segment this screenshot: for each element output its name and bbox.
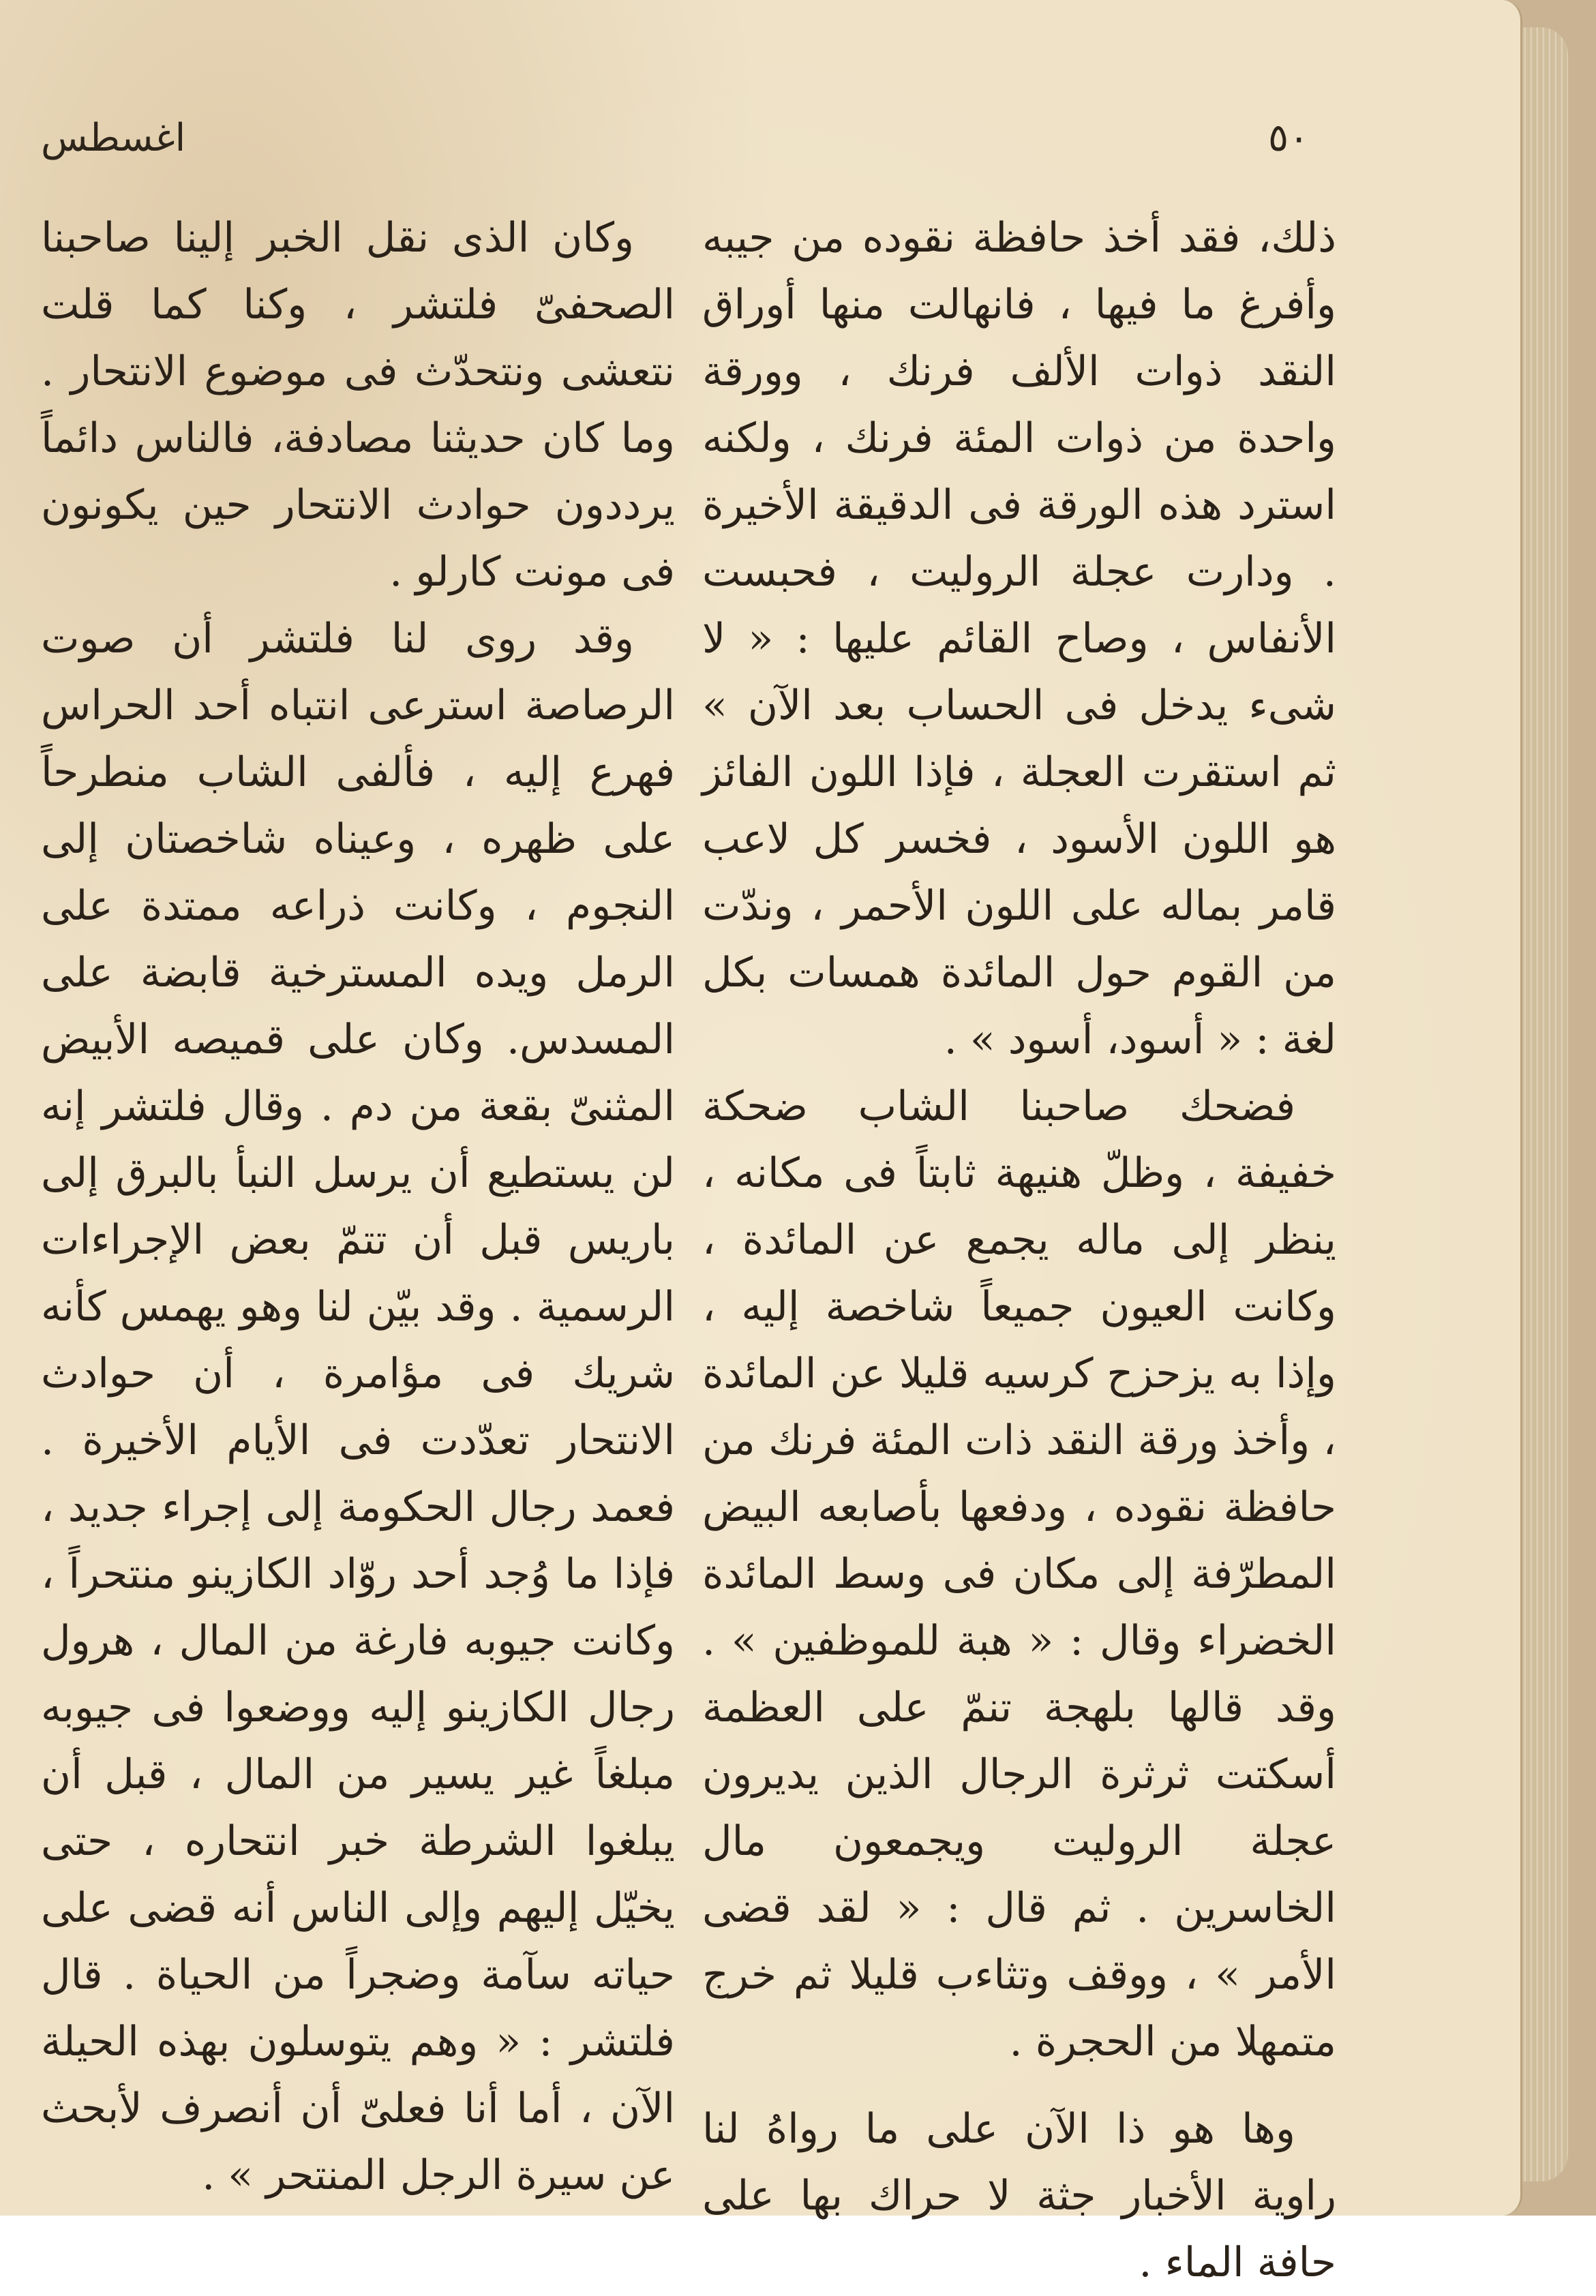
paragraph: فضحك صاحبنا الشاب ضحكة خفيفة ، وظلّ هنيهة ثابتاً فى مكانه ، ينظر إلى ماله يجمع عن المائدة ، وكانت العيون جميعاً شاخصة إليه ، وإذا به يزحزح كرسيه قليلا عن المائدة ، وأخذ ورقة النقد ذات المئة فرنك من حافظة نقوده ، ودفعها بأصابعه البيض المطرّفة إلى مكان فى وسط المائدة الخضراء وقال : « هبة للموظفين » . وقد قالها بلهجة تنمّ على العظمة أسكتت ثرثرة الرجال الذين يديرون عجلة الروليت ويجمعون مال الخاسرين . ثم قال : « لقد قضى الأمر » ، ووقف وتثاءب قليلا ثم خرج متمهلا من الحجرة .: [702, 1083, 1336, 2066]
paragraph-gap: [702, 2075, 1336, 2096]
paragraph: ذلك، فقد أخذ حافظة نقوده من جيبه وأفرغ ما فيها ، فانهالت منها أوراق النقد ذوات الألف فرنك ، وورقة واحدة من ذوات المئة فرنك ، ولكنه استرد هذه الورقة فى الدقيقة الأخيرة . ودارت عجلة الروليت ، فحبست الأنفاس ، وصاح القائم عليها : « لا شىء يدخل فى الحساب بعد الآن » ثم استقرت العجلة ، فإذا اللون الفائز هو اللون الأسود ، فخسر كل لاعب قامر بماله على اللون الأحمر ، وندّت من القوم حول المائدة همسات بكل لغة : « أسود، أسود » .: [702, 214, 1336, 1063]
page-number: ٥٠: [1268, 116, 1310, 160]
paragraph: وها هو ذا الآن على ما رواهُ لنا راوية الأخبار جثة لا حراك بها على حافة الماء .: [702, 2105, 1336, 2286]
running-title: اغسطس: [41, 116, 186, 160]
right-column: [702, 205, 1336, 2286]
paragraph: وقد روى لنا فلتشر أن صوت الرصاصة استرعى انتباه أحد الحراس فهرع إليه ، فألفى الشاب منطرحاً على ظهره ، وعيناه شاخصتان إلى النجوم ، وكانت ذراعه ممتدة على الرمل ويده المسترخية قابضة على المسدس. وكان على قميصه الأبيض المثنىّ بقعة من دم . وقال فلتشر إنه لن يستطيع أن يرسل النبأ بالبرق إلى باريس قبل أن تتمّ بعض الإجراءات الرسمية . وقد بيّن لنا وهو يهمس كأنه شريك فى مؤامرة ، أن حوادث الانتحار تعدّدت فى الأيام الأخيرة . فعمد رجال الحكومة إلى إجراء جديد ، فإذا ما وُجد أحد روّاد الكازينو منتحراً ، وكانت جيوبه فارغة من المال ، هرول رجال الكازينو إليه ووضعوا فى جيوبه مبلغاً غير يسير من المال ، قبل أن يبلغوا الشرطة خبر انتحاره ، حتى يخيّل إليهم وإلى الناس أنه قضى على حياته سآمة وضجراً من الحياة . قال فلتشر : « وهم يتوسلون بهذه الحيلة الآن ، أما أنا فعلىّ أن أنصرف لأبحث عن سيرة الرجل المنتحر » .: [41, 615, 675, 2199]
left-column: [41, 205, 675, 2199]
paragraph: وكان الذى نقل الخبر إلينا صاحبنا الصحفىّ فلتشر ، وكنا كما قلت نتعشى ونتحدّث فى موضوع الانتحار . وما كان حديثنا مصادفة، فالناس دائماً يرددون حوادث الانتحار حين يكونون فى مونت كارلو .: [41, 214, 675, 596]
